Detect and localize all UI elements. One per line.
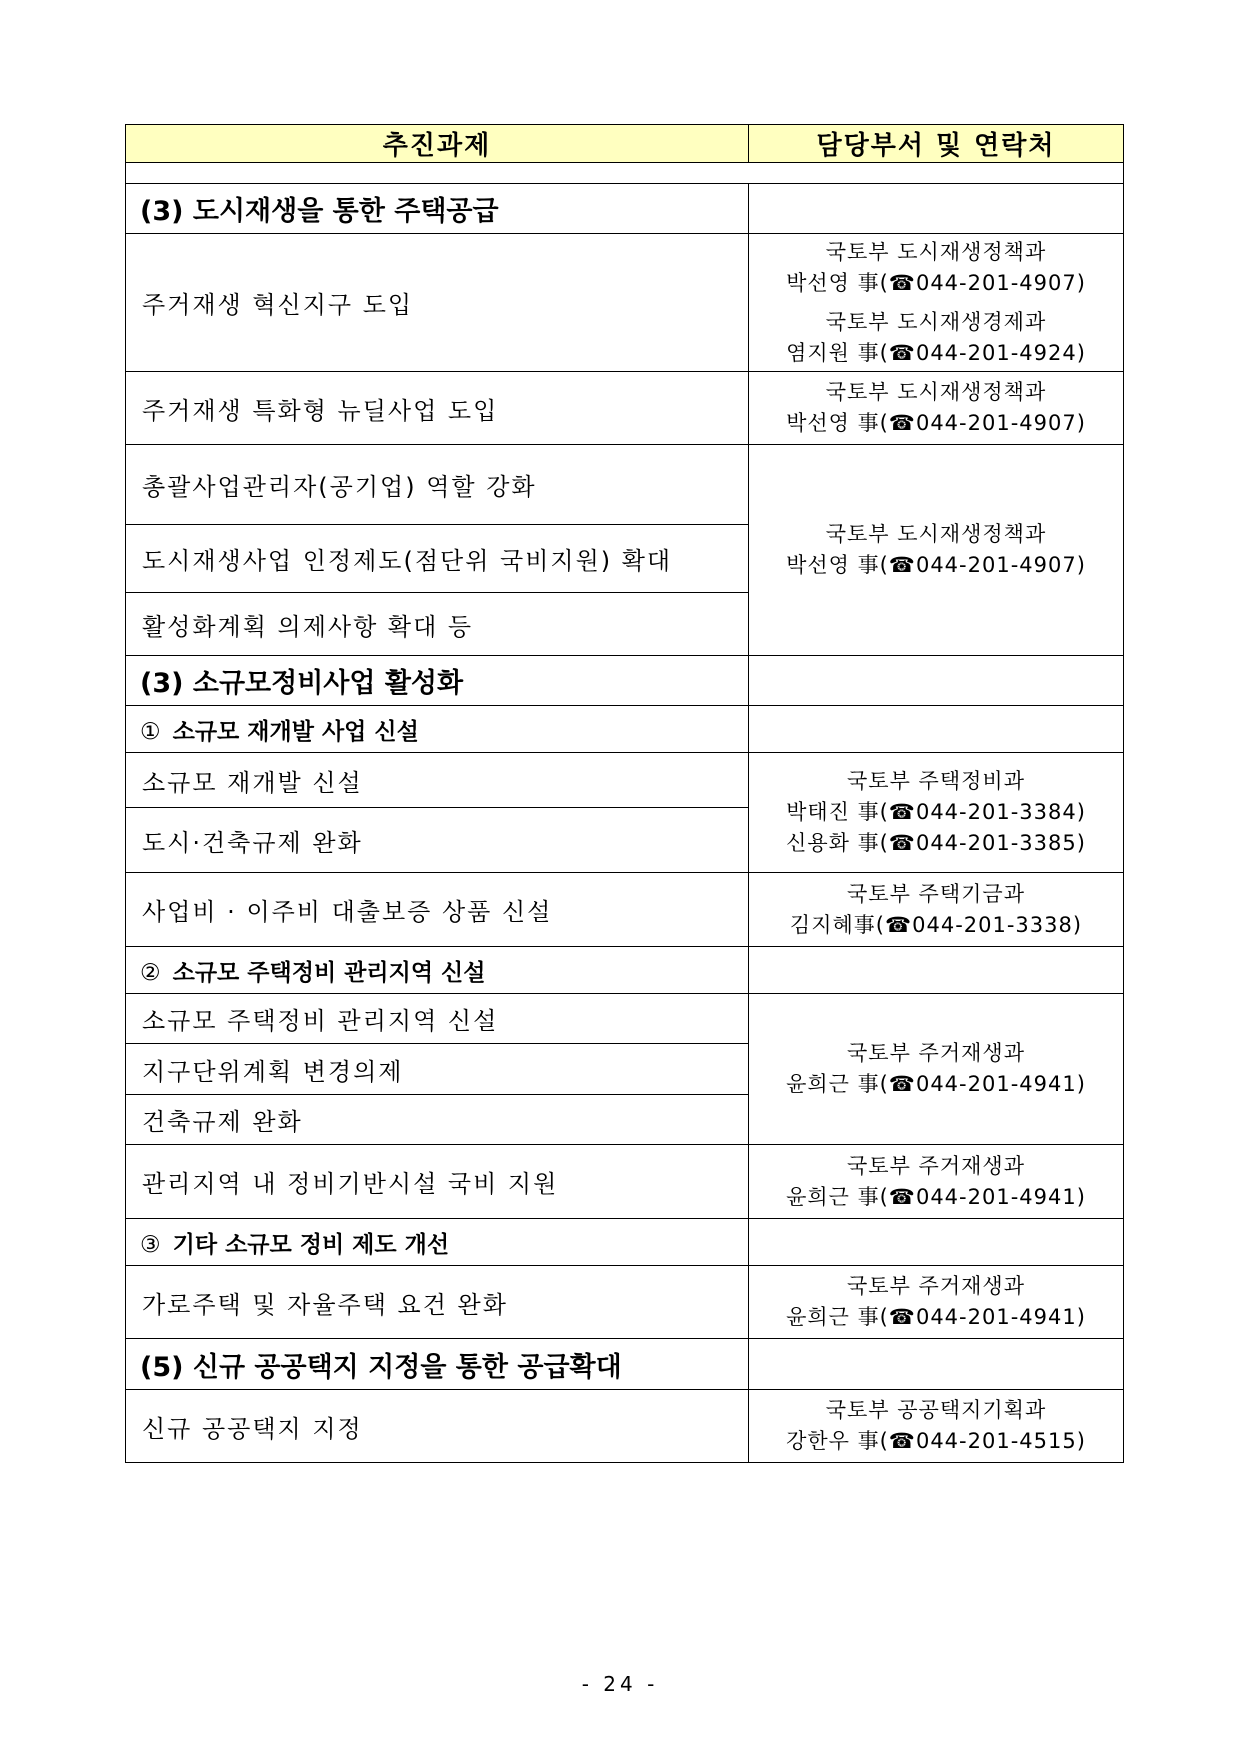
contact-dept: 국토부 주거재생과 <box>847 1041 1025 1065</box>
contact-cell <box>749 873 1124 947</box>
contact-person: 신용화 事(☎044-201-3385) <box>786 831 1086 855</box>
task-cell: 주거재생 혁신지구 도입 <box>126 234 749 372</box>
task-cell: 신규 공공택지 지정 <box>126 1390 749 1463</box>
contact-cell <box>749 753 1124 873</box>
subsection-title <box>126 947 749 994</box>
section-row <box>126 1339 1124 1390</box>
task-cell: 소규모 재개발 신설 <box>126 753 749 808</box>
subsection-row <box>126 706 1124 753</box>
contact-dept: 국토부 주거재생과 <box>847 1274 1025 1298</box>
contact-dept: 국토부 도시재생정책과 <box>825 380 1047 404</box>
subsection-number: ② <box>140 959 161 986</box>
subsection-number: ③ <box>140 1231 161 1258</box>
contact-cell-empty <box>749 184 1124 234</box>
section-title: (3) 소규모정비사업 활성화 <box>126 656 749 706</box>
page-number: - 24 - <box>581 1672 659 1696</box>
table-row <box>126 1266 1124 1339</box>
contact-dept: 국토부 주택정비과 <box>847 769 1025 793</box>
project-contact-table <box>125 124 1124 1463</box>
contact-person: 박선영 事(☎044-201-4907) <box>786 411 1086 435</box>
contact-cell-empty <box>749 1339 1124 1390</box>
subsection-number: ① <box>140 718 161 745</box>
contact-person: 윤희근 事(☎044-201-4941) <box>786 1305 1086 1329</box>
contact-person: 박선영 事(☎044-201-4907) <box>786 270 1086 295</box>
contact-dept: 국토부 주거재생과 <box>847 1153 1025 1178</box>
contact-person: 박선영 事(☎044-201-4907) <box>786 553 1086 577</box>
contact-cell <box>749 445 1124 656</box>
task-cell: 도시·건축규제 완화 <box>126 808 749 873</box>
contact-cell-empty <box>749 706 1124 753</box>
section-row <box>126 656 1124 706</box>
contact-dept: 국토부 도시재생경제과 <box>825 309 1047 334</box>
table-row <box>126 234 1124 372</box>
subsection-label: 소규모 재개발 사업 신설 <box>172 718 419 745</box>
contact-cell-empty <box>749 947 1124 994</box>
task-cell: 도시재생사업 인정제도(점단위 국비지원) 확대 <box>126 525 749 593</box>
contact-cell <box>749 372 1124 445</box>
subsection-label: 기타 소규모 정비 제도 개선 <box>172 1231 450 1258</box>
contact-dept: 국토부 도시재생정책과 <box>825 239 1047 264</box>
table-row <box>126 1390 1124 1463</box>
section-row <box>126 184 1124 234</box>
contact-person: 김지혜事(☎044-201-3338) <box>789 912 1083 937</box>
task-cell: 활성화계획 의제사항 확대 등 <box>126 593 749 656</box>
task-cell: 소규모 주택정비 관리지역 신설 <box>126 994 749 1044</box>
contact-cell <box>749 234 1124 372</box>
header-contact: 담당부서 및 연락처 <box>749 125 1124 163</box>
contact-person: 윤희근 事(☎044-201-4941) <box>786 1072 1086 1096</box>
subsection-label: 소규모 주택정비 관리지역 신설 <box>172 959 486 986</box>
task-cell: 총괄사업관리자(공기업) 역할 강화 <box>126 445 749 525</box>
contact-cell <box>749 1266 1124 1339</box>
subsection-row <box>126 1219 1124 1266</box>
task-cell: 건축규제 완화 <box>126 1095 749 1145</box>
table-row <box>126 1145 1124 1219</box>
table-header-row <box>126 125 1124 163</box>
table-row <box>126 873 1124 947</box>
contact-cell-empty <box>749 1219 1124 1266</box>
contact-person: 염지원 事(☎044-201-4924) <box>786 340 1086 365</box>
subsection-title <box>126 706 749 753</box>
task-cell: 지구단위계획 변경의제 <box>126 1044 749 1095</box>
contact-dept: 국토부 도시재생정책과 <box>825 522 1047 546</box>
section-title: (3) 도시재생을 통한 주택공급 <box>126 184 749 234</box>
task-cell: 관리지역 내 정비기반시설 국비 지원 <box>126 1145 749 1219</box>
header-task: 추진과제 <box>126 125 749 163</box>
contact-cell <box>749 1145 1124 1219</box>
spacer-row <box>126 163 1124 184</box>
contact-dept: 국토부 공공택지기획과 <box>825 1398 1047 1422</box>
section-title: (5) 신규 공공택지 지정을 통한 공급확대 <box>126 1339 749 1390</box>
contact-dept: 국토부 주택기금과 <box>847 881 1025 906</box>
task-cell: 주거재생 특화형 뉴딜사업 도입 <box>126 372 749 445</box>
task-cell: 가로주택 및 자율주택 요건 완화 <box>126 1266 749 1339</box>
contact-cell <box>749 994 1124 1145</box>
table-row <box>126 445 1124 525</box>
task-cell: 사업비 · 이주비 대출보증 상품 신설 <box>126 873 749 947</box>
table-row <box>126 994 1124 1044</box>
subsection-row <box>126 947 1124 994</box>
contact-cell <box>749 1390 1124 1463</box>
subsection-title <box>126 1219 749 1266</box>
table-row <box>126 753 1124 808</box>
contact-person: 박태진 事(☎044-201-3384) <box>786 800 1086 824</box>
contact-person: 윤희근 事(☎044-201-4941) <box>786 1184 1086 1209</box>
contact-cell-empty <box>749 656 1124 706</box>
contact-person: 강한우 事(☎044-201-4515) <box>786 1429 1086 1453</box>
table-row <box>126 372 1124 445</box>
